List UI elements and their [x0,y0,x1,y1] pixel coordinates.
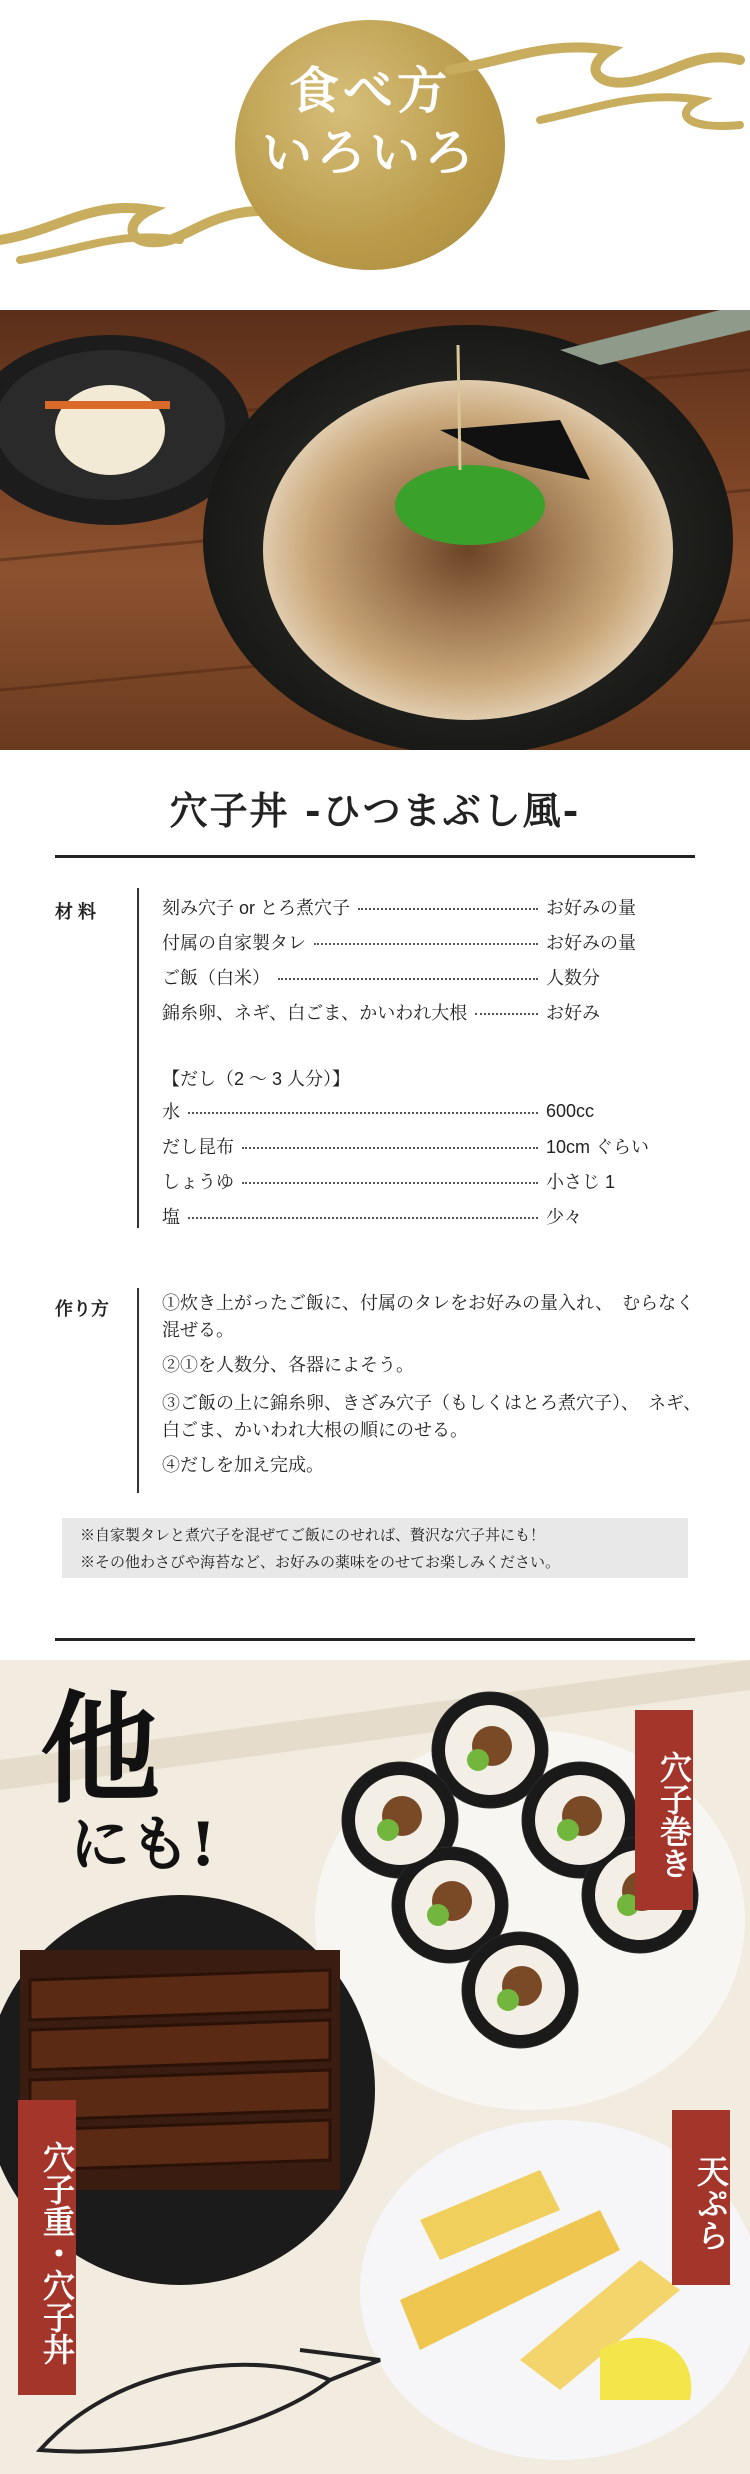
ingredient-amount: お好みの量 [546,898,636,918]
calligraphy-heading [40,1679,217,1880]
ingredient-row [162,997,672,1027]
leader-dots [278,978,538,980]
dashi-name: だし昆布 [162,1137,234,1157]
leader-dots [188,1112,538,1114]
leader-dots [358,908,538,910]
dashi-row [162,1201,672,1231]
calligraphy-line2: にも! [70,1810,217,1880]
ingredient-row [162,927,672,957]
gold-wave-right-icon [440,30,750,140]
leader-dots [314,943,538,945]
method-step: ③ご飯の上に錦糸卵、きざみ穴子（もしくはとろ煮穴子）、 ネギ、白ごま、かいわれ大根の順にのせる。 [162,1393,702,1440]
other-dishes-section [0,1660,750,2474]
note-line: ※その他わさびや海苔など、お好みの薬味をのせてお楽しみください。 [80,1554,561,1571]
dashi-name: 水 [162,1102,180,1122]
ingredient-name: ご飯（白米） [162,968,270,988]
dashi-row [162,1131,672,1161]
calligraphy-line1: 他 [40,1679,160,1820]
ingredient-amount: お好み [546,1003,600,1023]
badge-tempura: 天ぷら [672,2110,730,2285]
dashi-name: しょうゆ [162,1172,234,1192]
method-vertical-rule [137,1288,139,1493]
anago-don-photo-icon [0,310,750,750]
dashi-name: 塩 [162,1207,180,1227]
recipe-title: 穴子丼 -ひつまぶし風- [169,788,581,833]
badge-anago-ju: 穴子重・穴子丼 [18,2100,76,2395]
bottom-divider [55,1638,695,1641]
dashi-heading: 【だし（2 ～ 3 人分）】 [162,1069,351,1089]
badge-anago-maki: 穴子巻き [635,1710,693,1910]
title-divider [55,855,695,858]
ingredients-vertical-rule [137,888,139,1228]
dashi-amount: 10cm ぐらい [546,1137,650,1157]
ingredient-name: 付属の自家製タレ [162,933,306,953]
note-line: ※自家製タレと煮穴子を混ぜてご飯にのせれば、贅沢な穴子丼にも！ [80,1527,546,1544]
header [0,0,750,310]
leader-dots [188,1217,538,1219]
dashi-amount: 少々 [546,1207,582,1227]
ingredient-row [162,892,672,922]
hero-dish-photo [0,310,750,750]
ingredient-row [162,962,672,992]
leader-dots [475,1013,538,1015]
leader-dots [242,1147,538,1149]
dashi-amount: 小さじ 1 [546,1172,616,1192]
method-label: 作り方 [55,1299,109,1319]
recipe-section [0,750,750,1630]
dashi-row [162,1096,672,1126]
heading-line1: 食べ方 [289,61,451,120]
method-step: ①炊き上がったご飯に、付属のタレをお好みの量入れ、 むらなく混ぜる。 [162,1293,695,1340]
method-step: ②①を人数分、各器によそう。 [162,1355,414,1375]
ingredients-label: 材 料 [55,902,97,922]
dashi-row [162,1166,672,1196]
dashi-amount: 600cc [546,1100,595,1121]
ingredient-name: 刻み穴子 or とろ煮穴子 [162,898,351,918]
leader-dots [242,1182,538,1184]
method-step: ④だしを加え完成。 [162,1455,324,1475]
ingredient-amount: お好みの量 [546,933,636,953]
recipe-notes [62,1518,688,1578]
ingredient-name: 錦糸卵、ネギ、白ごま、かいわれ大根 [162,1003,468,1023]
ingredient-amount: 人数分 [546,968,600,988]
heading-line2: いろいろ [262,123,478,182]
